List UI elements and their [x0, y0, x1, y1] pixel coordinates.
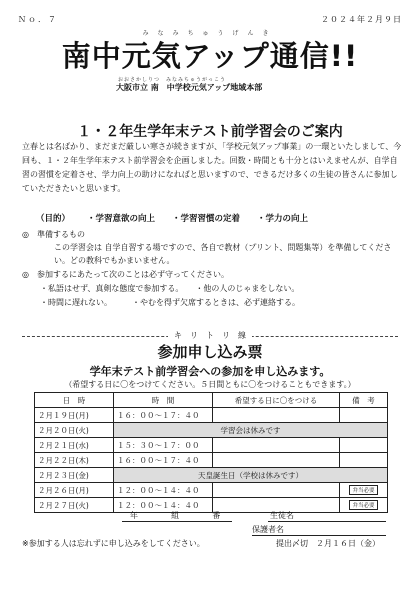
- prep-text: この学習会は 自学自習する場ですので、各自で教材（プリント、問題集等）を準備してください。どの教科でもかまいません。: [54, 243, 392, 265]
- row-note: [340, 438, 388, 453]
- attendance-checkbox-cell[interactable]: [213, 483, 340, 498]
- lunch-required-badge: 弁当必要: [349, 485, 377, 495]
- footnote: ※参加する人は忘れずに申し込みをしてください。: [22, 539, 205, 548]
- row-note: [340, 498, 388, 513]
- issue-date: ２０２４年２月９日: [321, 15, 402, 24]
- table-header-row: [35, 393, 388, 408]
- row-closed-note: 天皇誕生日（学校は休みです）: [114, 468, 388, 483]
- grade-class-number-field[interactable]: [130, 510, 220, 521]
- goal-item: ・学力の向上: [256, 214, 308, 224]
- goal-label: （目的）: [36, 214, 71, 224]
- row-date: ２月２３日(金): [35, 468, 114, 483]
- grade-underline: [122, 521, 232, 522]
- column-header: 時 間: [114, 393, 213, 408]
- table-row: [35, 468, 388, 483]
- row-note: [340, 453, 388, 468]
- rule-line: ・時間に遅れない。 ・やむを得ず欠席するときは、必ず連絡する。: [40, 298, 300, 307]
- column-header: 備 考: [340, 393, 388, 408]
- schedule-table: [34, 392, 388, 513]
- attendance-checkbox-cell[interactable]: [213, 453, 340, 468]
- deadline: 提出〆切 ２月１６日（金）: [276, 539, 380, 548]
- student-name-label: 生徒名: [270, 511, 294, 520]
- row-date: ２月２６日(月): [35, 483, 114, 498]
- form-lead: 学年末テスト前学習会への参加を申し込みます。: [89, 365, 331, 378]
- row-note: [340, 483, 388, 498]
- grade-label: 年: [130, 511, 138, 520]
- table-row: [35, 453, 388, 468]
- table-row: [35, 438, 388, 453]
- organization-name: 大阪市立 南 中学校元気アップ地域本部: [116, 83, 263, 92]
- guardian-name-field[interactable]: [252, 535, 386, 536]
- row-time: １６：００～１７：４０: [114, 408, 213, 423]
- row-time: １５：３０～１７：００: [114, 438, 213, 453]
- goals-line: [36, 212, 322, 224]
- class-label: 組: [171, 511, 180, 520]
- prep-heading: ◎ 準備するもの: [22, 230, 85, 239]
- row-date: ２月２１日(水): [35, 438, 114, 453]
- attendance-checkbox-cell[interactable]: [213, 438, 340, 453]
- row-date: ２月１９日(月): [35, 408, 114, 423]
- row-note: [340, 408, 388, 423]
- rules-heading: ◎ 参加するにあたって次のことは必ず守ってください。: [22, 270, 229, 279]
- guardian-name-label: 保護者名: [252, 525, 284, 534]
- row-date: ２月２０日(火): [35, 423, 114, 438]
- cut-line-label: キ リ ト リ 線: [0, 330, 420, 341]
- table-row: [35, 423, 388, 438]
- row-closed-note: 学習会は休みです: [114, 423, 388, 438]
- row-time: １６：００～１７：４０: [114, 453, 213, 468]
- table-row: [35, 408, 388, 423]
- form-title: 参加申し込み票: [157, 343, 263, 361]
- title-ruby: みなみちゅうげんき: [142, 30, 278, 37]
- column-header: 希望する日に〇をつける: [213, 393, 340, 408]
- column-header: 日 時: [35, 393, 114, 408]
- row-date: ２月２７日(火): [35, 498, 114, 513]
- intro-paragraph: 立春とは名ばかり、まだまだ厳しい寒さが続きますが、「学校元気アップ事業」の一環といたしまして、今回も、１・２年生学年末テスト前学習会を企画しました。回数・時間とも十分とはいえませんが、自学自習の習慣を定着させ、学力向上の助けになればと思いますので、できるだけ多くの生徒の皆さんに参加していただきたいと思います。: [22, 142, 402, 193]
- row-time: １２：００～１４：４０: [114, 498, 213, 513]
- attendance-checkbox-cell[interactable]: [213, 408, 340, 423]
- goal-item: ・学習意欲の向上: [86, 214, 155, 224]
- number-label: 番: [212, 511, 221, 520]
- org-ruby: おおさかしりつ みなみちゅうがっこう: [118, 77, 227, 83]
- issue-number: Ｎｏ．７: [18, 15, 58, 24]
- goal-item: ・学習習慣の定着: [171, 214, 240, 224]
- newsletter-title: 南中元気アップ通信!!: [61, 39, 359, 73]
- rule-line: ・私語はせず、真剣な態度で参加する。 ・他の人のじゃまをしない。: [40, 284, 300, 293]
- row-time: １２：００～１４：４０: [114, 483, 213, 498]
- form-note: （希望する日に〇をつけてください。５日間ともに〇をつけることもできます。）: [64, 380, 356, 389]
- student-name-field[interactable]: [268, 521, 386, 522]
- section-heading: １・２年生学年末テスト前学習会のご案内: [77, 124, 343, 140]
- lunch-required-badge: 弁当必要: [349, 500, 377, 510]
- table-row: [35, 483, 388, 498]
- row-date: ２月２２日(木): [35, 453, 114, 468]
